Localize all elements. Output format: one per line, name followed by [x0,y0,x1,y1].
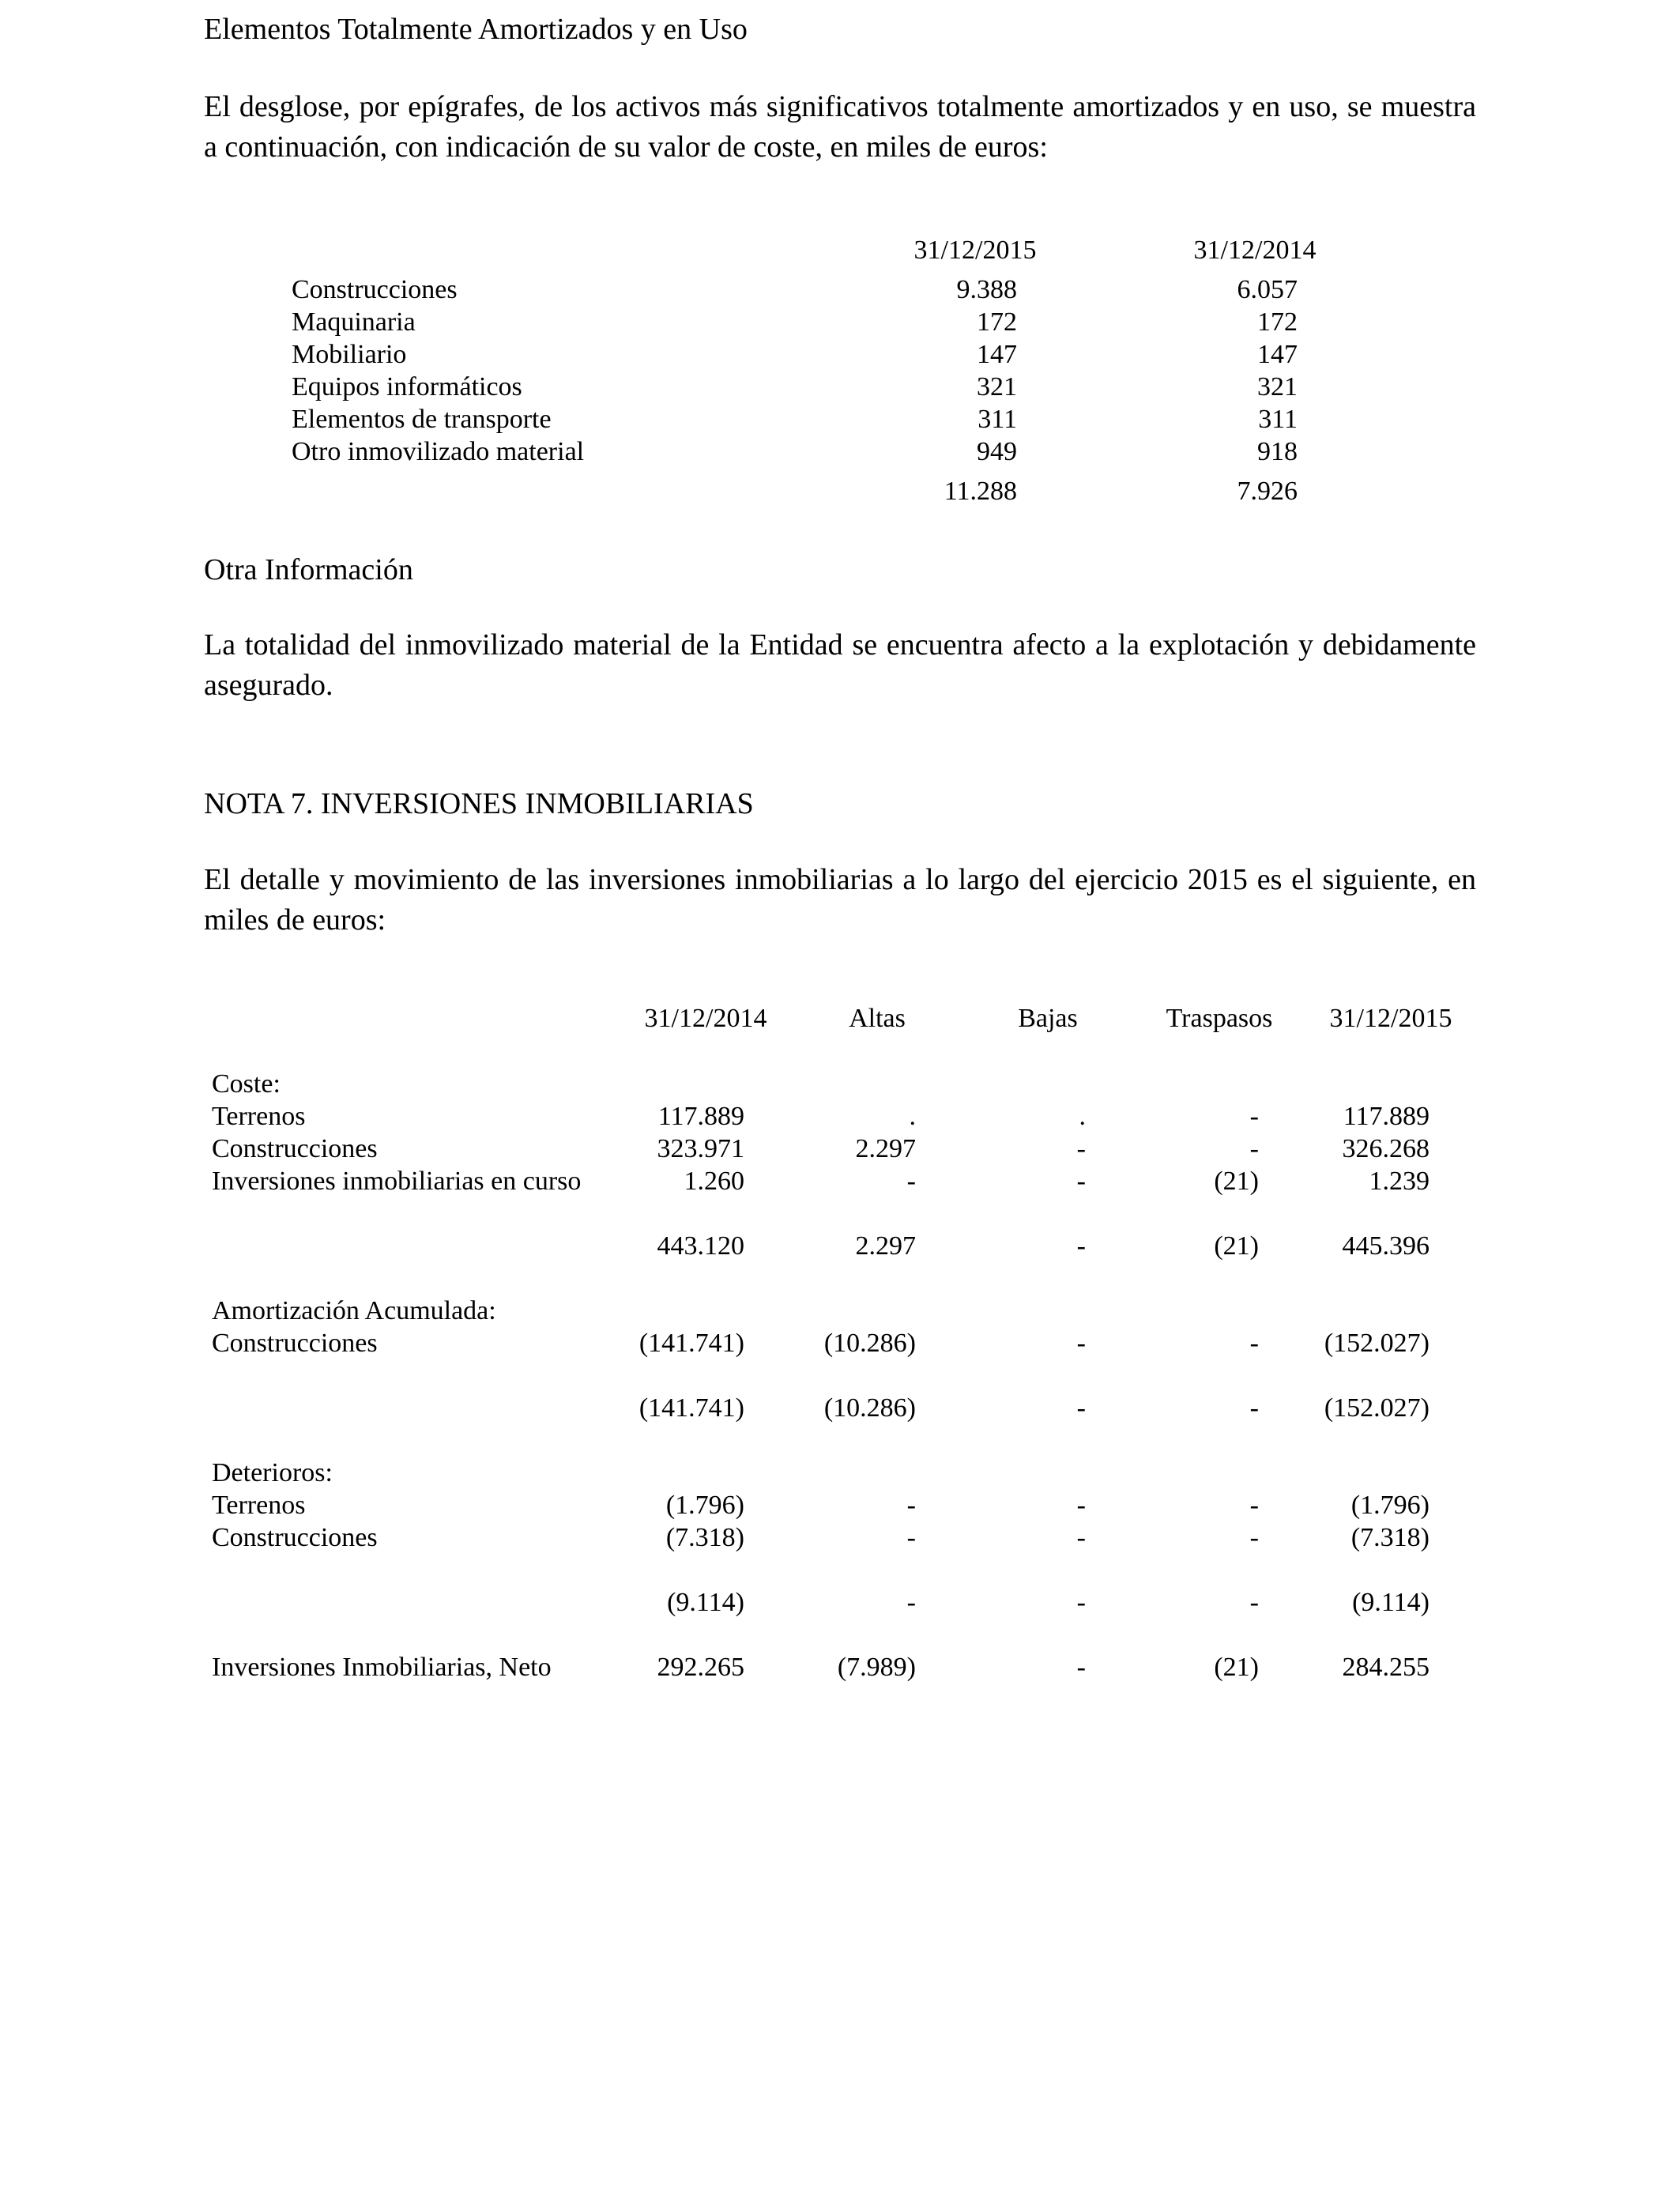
cell-2015: 284.255 [1342,1653,1430,1682]
cell-traspasos: - [1249,1393,1259,1423]
cell-2015: 117.889 [1343,1102,1430,1131]
cell-bajas: . [1079,1102,1086,1131]
cell-altas: - [906,1167,916,1196]
table-row [0,1134,1680,1167]
column-header-bajas: Bajas [1018,1004,1078,1033]
value-2014: 311 [1258,405,1298,434]
total-2015: 11.288 [944,477,1017,506]
cell-2014: 323.971 [657,1134,744,1163]
cell-2014: (1.796) [665,1491,744,1520]
section-amortizacion-title: Amortización Acumulada: [212,1296,496,1325]
table-row [0,1491,1680,1523]
table-row [0,1167,1680,1199]
row-label: Inversiones inmobiliarias en curso [212,1167,582,1196]
cell-bajas: - [1076,1523,1086,1552]
section-coste-title: Coste: [212,1069,281,1099]
subtotal-row [0,1231,1680,1264]
cell-bajas: - [1076,1231,1086,1261]
column-header-2015: 31/12/2015 [1329,1004,1452,1033]
cell-altas: (7.989) [837,1653,916,1682]
cell-altas: . [909,1102,916,1131]
cell-2015: (152.027) [1324,1393,1430,1423]
row-label: Terrenos [212,1102,306,1131]
cell-2015: (9.114) [1352,1588,1430,1617]
table-row [0,340,1680,372]
cell-altas: (10.286) [823,1393,916,1423]
value-2014: 172 [1257,307,1298,337]
table-row [0,307,1680,340]
cell-traspasos: - [1249,1134,1259,1163]
value-2014: 147 [1257,340,1298,369]
value-2015: 311 [977,405,1017,434]
table-total-row [0,477,1680,509]
cell-traspasos: - [1249,1491,1259,1520]
column-header-altas: Altas [849,1004,906,1033]
value-2015: 172 [977,307,1017,337]
cell-2015: 326.268 [1342,1134,1430,1163]
cell-bajas: - [1076,1653,1086,1682]
row-label: Inversiones Inmobiliarias, Neto [212,1653,552,1682]
intro-paragraph: El desglose, por epígrafes, de los activos más significativos totalmente amortizados y en uso, se muestra a continuación, con indicación de su valor de coste, en miles de euros: [204,90,1476,164]
value-2015: 321 [977,372,1017,401]
row-label: Construcciones [292,275,458,304]
value-2015: 949 [977,437,1017,466]
cell-2014: 292.265 [657,1653,744,1682]
cell-2014: (9.114) [667,1588,744,1617]
cell-2015: (7.318) [1350,1523,1430,1552]
value-2015: 9.388 [956,275,1017,304]
cell-2014: (7.318) [665,1523,744,1552]
column-header-2014: 31/12/2014 [1193,236,1317,265]
row-label: Otro inmovilizado material [292,437,585,466]
cell-altas: (10.286) [823,1329,916,1358]
cell-altas: - [906,1491,916,1520]
cell-bajas: - [1076,1167,1086,1196]
neto-row [0,1653,1680,1685]
cell-altas: - [906,1523,916,1552]
subtotal-row [0,1588,1680,1620]
cell-traspasos: (21) [1214,1653,1259,1682]
cell-bajas: - [1076,1134,1086,1163]
table-row [0,1102,1680,1134]
total-2014: 7.926 [1237,477,1298,506]
cell-traspasos: - [1249,1329,1259,1358]
cell-2014: 443.120 [657,1231,744,1261]
row-label: Maquinaria [292,307,416,337]
row-label: Construcciones [212,1523,378,1552]
section-title-nota-7: NOTA 7. INVERSIONES INMOBILIARIAS [204,787,754,820]
value-2014: 321 [1257,372,1298,401]
table-row [0,1329,1680,1361]
table-row [0,437,1680,469]
cell-2015: (1.796) [1350,1491,1430,1520]
subtotal-row [0,1393,1680,1426]
cell-altas: 2.297 [855,1134,916,1163]
cell-traspasos: - [1249,1102,1259,1131]
cell-traspasos: (21) [1214,1167,1259,1196]
otra-informacion-paragraph: La totalidad del inmovilizado material de la Entidad se encuentra afecto a la explotación y debidamente asegurado. [204,628,1476,702]
cell-traspasos: (21) [1214,1231,1259,1261]
value-2014: 918 [1257,437,1298,466]
table-row [0,405,1680,437]
cell-2015: 1.239 [1369,1167,1430,1196]
row-label: Construcciones [212,1134,378,1163]
value-2014: 6.057 [1237,275,1298,304]
row-label: Construcciones [212,1329,378,1358]
cell-altas: - [906,1588,916,1617]
cell-2014: 1.260 [684,1167,744,1196]
cell-bajas: - [1076,1329,1086,1358]
cell-altas: 2.297 [855,1231,916,1261]
cell-2014: 117.889 [657,1102,744,1131]
row-label: Equipos informáticos [292,372,522,401]
cell-bajas: - [1076,1588,1086,1617]
cell-2014: (141.741) [638,1329,744,1358]
column-header-2015: 31/12/2015 [913,236,1037,265]
column-header-traspasos: Traspasos [1166,1004,1273,1033]
table-row [0,372,1680,405]
cell-bajas: - [1076,1393,1086,1423]
row-label: Mobiliario [292,340,407,369]
cell-bajas: - [1076,1491,1086,1520]
cell-traspasos: - [1249,1523,1259,1552]
section-title-otra-informacion: Otra Información [204,553,413,586]
table-row [0,1523,1680,1555]
section-deterioros-title: Deterioros: [212,1458,333,1487]
section-title-amortizados: Elementos Totalmente Amortizados y en Uso [204,13,748,46]
value-2015: 147 [977,340,1017,369]
cell-traspasos: - [1249,1588,1259,1617]
cell-2015: 445.396 [1342,1231,1430,1261]
row-label: Terrenos [212,1491,306,1520]
cell-2014: (141.741) [638,1393,744,1423]
table-row [0,275,1680,307]
column-header-2014: 31/12/2014 [644,1004,767,1033]
nota-7-paragraph: El detalle y movimiento de las inversiones inmobiliarias a lo largo del ejercicio 2015 es el siguiente, en miles de euros: [204,863,1476,937]
cell-2015: (152.027) [1324,1329,1430,1358]
row-label: Elementos de transporte [292,405,552,434]
